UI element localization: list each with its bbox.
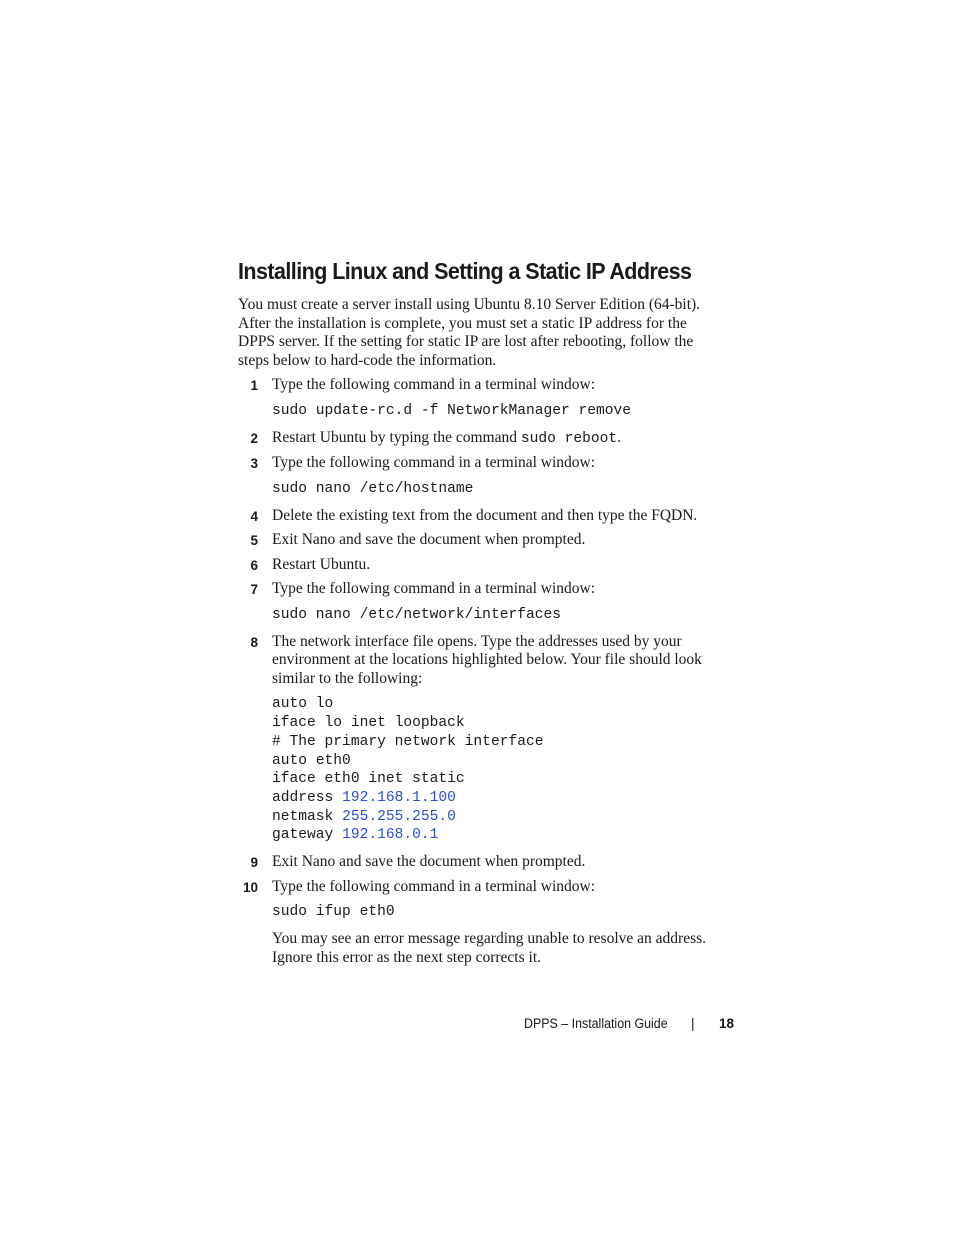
config-line: iface lo inet loopback (272, 715, 465, 732)
step-number: 7 (250, 582, 258, 598)
step-number: 4 (250, 508, 258, 524)
step-2 (238, 429, 728, 449)
step-3 (238, 454, 728, 498)
config-line: auto lo (272, 696, 334, 713)
step-1 (238, 376, 728, 420)
netmask-value: 255.255.255.0 (342, 808, 456, 825)
config-line: iface eth0 inet static (272, 771, 465, 788)
step-8 (238, 633, 728, 845)
step-10 (238, 878, 728, 967)
step-text (272, 429, 728, 449)
step-text: Exit Nano and save the document when prompted. (272, 853, 586, 871)
address-value: 192.168.1.100 (342, 789, 456, 806)
step-4 (238, 507, 728, 526)
step-text-after: . (617, 428, 622, 446)
page-body (238, 254, 728, 967)
code-block: sudo ifup eth0 (272, 904, 395, 921)
step-text: Type the following command in a terminal window: (272, 454, 596, 472)
code-block: sudo update-rc.d -f NetworkManager remove (272, 402, 632, 419)
step-text: The network interface file opens. Type the addresses used by your environment at the locations highlighted below. Your file should look similar to the following: (272, 632, 702, 687)
step-5 (238, 531, 728, 550)
footer-separator: | (691, 1016, 695, 1031)
gateway-key: gateway (272, 827, 343, 844)
intro-paragraph: You must create a server install using Ubuntu 8.10 Server Edition (64-bit). After the installation is complete, you must set a static IP address for the DPPS server. If the setting for static IP are lost after rebooting, follow the steps below to hard-code the information. (238, 296, 701, 369)
step-number: 10 (242, 879, 258, 895)
step-text: Type the following command in a terminal window: (272, 877, 596, 895)
netmask-key: netmask (272, 808, 343, 825)
step-text: Type the following command in a terminal window: (272, 580, 596, 598)
address-key: address (272, 789, 343, 806)
gateway-value: 192.168.0.1 (342, 827, 439, 844)
step-7 (238, 580, 728, 624)
step-text: Delete the existing text from the document and then type the FQDN. (272, 506, 698, 524)
step-6 (238, 556, 728, 575)
config-netmask-line (272, 808, 728, 827)
step-note: You may see an error message regarding unable to resolve an address. Ignore this error as the next step corrects it. (272, 929, 707, 966)
step-number: 6 (250, 557, 258, 573)
step-text: Exit Nano and save the document when prompted. (272, 531, 586, 549)
config-code-block (272, 695, 728, 845)
config-line: # The primary network interface (272, 733, 544, 750)
step-number: 8 (250, 634, 258, 650)
step-number: 9 (250, 855, 258, 871)
step-text: Restart Ubuntu. (272, 555, 371, 573)
step-number: 5 (250, 533, 258, 549)
footer-doc-title: DPPS – Installation Guide (524, 1016, 668, 1031)
page-number: 18 (718, 1016, 734, 1031)
config-gateway-line (272, 826, 728, 845)
page-title: Installing Linux and Setting a Static IP Address (238, 258, 692, 284)
inline-code: sudo reboot (520, 430, 618, 447)
step-number: 1 (250, 378, 258, 394)
code-block: sudo nano /etc/hostname (272, 480, 474, 497)
config-line: auto eth0 (272, 752, 351, 769)
config-address-line (272, 789, 728, 808)
step-number: 3 (250, 456, 258, 472)
step-9 (238, 853, 728, 872)
step-text-before: Restart Ubuntu by typing the command (272, 428, 521, 446)
code-block: sudo nano /etc/network/interfaces (272, 606, 562, 623)
step-number: 2 (250, 430, 258, 446)
step-text: Type the following command in a terminal window: (272, 376, 596, 394)
